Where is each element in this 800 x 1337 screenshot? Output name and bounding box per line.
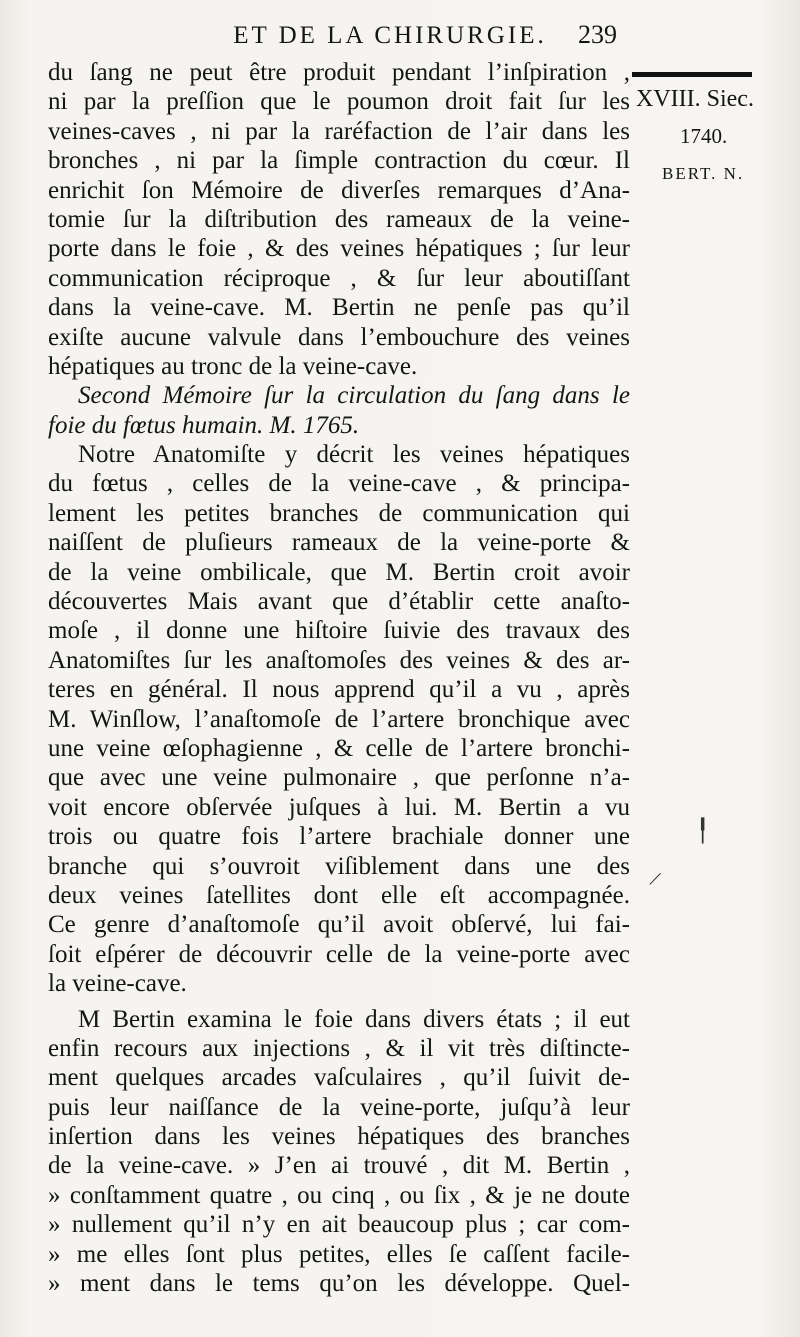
text-line: enfin recours aux injections , & il vit très diſtincte- — [48, 1034, 630, 1062]
text-line: porte dans le foie , & des veines hépatiques ; ſur leur — [48, 235, 630, 263]
text-line: ni par la preſſion que le poumon droit fait ſur les — [48, 88, 630, 116]
text-line: exiſte aucune valvule dans l’embouchure des veines — [48, 323, 630, 351]
text-line: lement les petites branches de communication qui — [48, 499, 630, 527]
text-line: bronches , ni par la ſimple contraction du cœur. Il — [48, 147, 630, 175]
text-line: communication réciproque , & ſur leur aboutiſſant — [48, 264, 630, 292]
text-line: découvertes Mais avant que d’établir cette anaſto- — [48, 588, 630, 616]
text-line: du fœtus , celles de la veine-cave , & principa- — [48, 470, 630, 498]
body-text — [48, 58, 630, 1298]
text-line: de la veine-cave. » J’en ai trouvé , dit M. Bertin , — [48, 1152, 630, 1180]
text-line: M. Winſlow, l’anaſtomoſe de l’artere bronchique avec — [48, 705, 630, 733]
text-line: Notre Anatomiſte y décrit les veines hépatiques — [78, 441, 630, 469]
text-line: ment quelques arcades vaſculaires , qu’il ſuivit de- — [48, 1064, 630, 1092]
text-line: inſertion dans les veines hépatiques des branches — [48, 1123, 630, 1151]
text-line: tomie ſur la diſtribution des rameaux de la veine- — [48, 205, 630, 233]
text-line: teres en général. Il nous apprend qu’il a vu , après — [48, 676, 630, 704]
text-line: M Bertin examina le foie dans divers états ; il eut — [78, 1005, 630, 1033]
text-line: trois ou quatre fois l’artere brachiale donner une — [48, 823, 630, 851]
text-line: » me elles ſont plus petites, elles ſe caſſent facile- — [48, 1240, 630, 1268]
text-line: branche qui s’ouvroit viſiblement dans une des — [48, 852, 630, 880]
stray-ink-mark: ╿ — [696, 818, 710, 843]
text-line: deux veines ſatellites dont elle eſt accompagnée. — [48, 881, 630, 909]
text-line: Ce genre d’anaſtomoſe qu’il avoit obſervé, lui fai- — [48, 911, 630, 939]
text-line: que avec une veine pulmonaire , que perſonne n’a- — [48, 764, 630, 792]
text-line: une veine œſophagienne , & celle de l’artere bronchi- — [48, 734, 630, 762]
text-line: puis leur naiſſance de la veine-porte, juſqu’à leur — [48, 1093, 630, 1121]
text-line: naiſſent de pluſieurs rameaux de la veine-porte & — [48, 529, 630, 557]
text-line: » conſtamment quatre , ou cinq , ou ſix , & je ne doute — [48, 1181, 630, 1209]
text-line: Anatomiſtes ſur les anaſtomoſes des veines & des ar- — [48, 646, 630, 674]
text-line: ſoit eſpérer de découvrir celle de la veine-porte avec — [48, 940, 630, 968]
margin-note-year: 1740. — [680, 124, 728, 148]
text-line: voit encore obſervée juſques à lui. M. Bertin a vu — [48, 793, 630, 821]
text-line: dans la veine-cave. M. Bertin ne penſe pas qu’il — [48, 294, 630, 322]
margin-note-author: BERT. N. — [662, 164, 745, 183]
text-line: hépatiques au tronc de la veine-cave. — [48, 352, 418, 380]
text-line: moſe , il donne une hiſtoire ſuivie des travaux des — [48, 617, 630, 645]
margin-note-century: XVIII. Siec. — [636, 86, 754, 112]
text-line: enrichit ſon Mémoire de diverſes remarques d’Ana- — [48, 176, 630, 204]
stray-ink-mark: / — [647, 865, 664, 892]
text-line: » ment dans le tems qu’on les développe. Quel- — [48, 1270, 630, 1298]
text-line: veines-caves , ni par la raréfaction de l’air dans les — [48, 117, 630, 145]
text-line: de la veine ombilicale, que M. Bertin croit avoir — [48, 558, 630, 586]
text-line: foie du fœtus humain. M. 1765. — [48, 411, 360, 439]
text-line: » nullement qu’il n’y en ait beaucoup plus ; car com- — [48, 1211, 630, 1239]
running-title: ET DE LA CHIRURGIE. — [233, 22, 547, 49]
margin-rule — [632, 72, 752, 77]
page-number: 239 — [578, 20, 617, 49]
text-line: Second Mémoire ſur la circulation du ſang dans le — [78, 382, 630, 410]
text-line: du ſang ne peut être produit pendant l’inſpiration , — [48, 59, 630, 86]
text-line: la veine-cave. — [48, 970, 187, 998]
